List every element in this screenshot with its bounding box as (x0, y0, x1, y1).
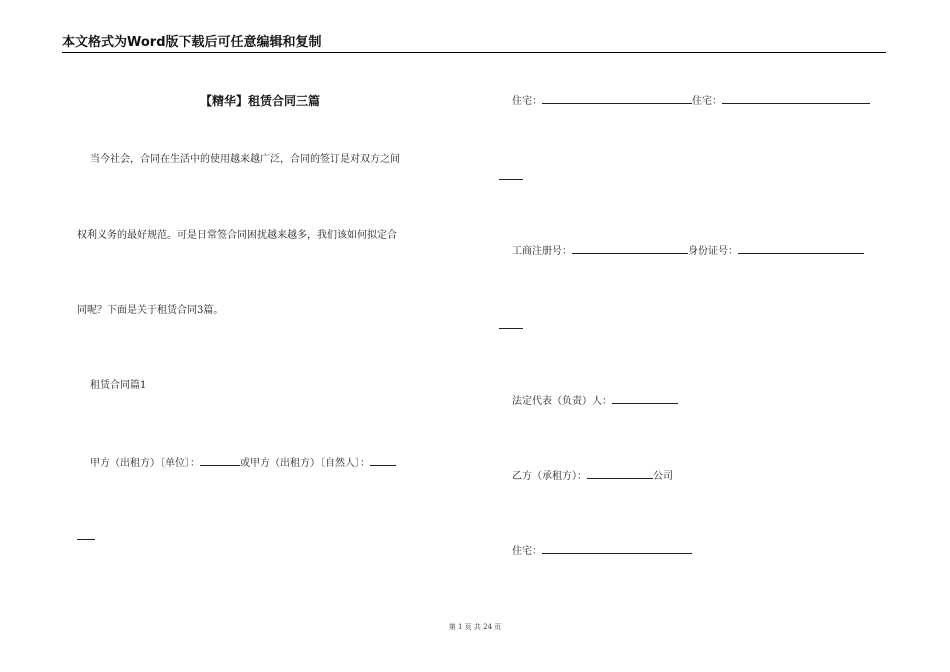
residence-line-1 (512, 92, 870, 109)
footer-page-prefix: 第 (448, 623, 456, 631)
residence-label-b: 住宅： (692, 96, 722, 107)
header-title: 本文格式为Word版下载后可任意编辑和复制 (62, 35, 322, 50)
party-a-alt-label: 或甲方（出租方）〔自然人〕： (240, 458, 370, 469)
page-header (62, 34, 886, 53)
residence-line-2 (512, 542, 692, 559)
page-footer (0, 622, 950, 632)
party-a-continuation (77, 528, 95, 545)
residence-continuation-blank (499, 168, 523, 180)
party-a-label: 甲方（出租方）〔单位〕： (90, 458, 200, 469)
residence-blank-a (542, 92, 692, 104)
intro-line-3: 同呢？下面是关于租赁合同3篇。 (77, 305, 224, 316)
section-heading: 租赁合同篇1 (90, 380, 147, 391)
footer-page-total: 24 (483, 623, 493, 631)
party-b-label: 乙方（承租方）： (512, 471, 587, 482)
id-number-label: 身份证号： (688, 246, 738, 257)
legal-rep-blank (612, 392, 678, 404)
residence-continuation (499, 168, 523, 185)
party-a-unit-blank (200, 454, 240, 466)
registration-line (512, 242, 864, 259)
residence-label-c: 住宅： (512, 546, 542, 557)
registration-continuation-blank (499, 317, 523, 329)
footer-page-middle: 页 共 (464, 623, 481, 631)
registration-continuation (499, 317, 523, 334)
id-number-blank (738, 242, 864, 254)
party-a-continuation-blank (77, 528, 95, 540)
party-b-line (512, 467, 673, 484)
legal-rep-line (512, 392, 678, 409)
intro-line-2: 权利义务的最好规范。可是日常签合同困扰越来越多，我们该如何拟定合 (77, 230, 397, 241)
intro-line-1: 当今社会，合同在生活中的使用越来越广泛，合同的签订是对双方之间 (90, 154, 400, 165)
document-title: 【精华】租赁合同三篇 (200, 94, 321, 108)
residence-blank-b (722, 92, 870, 104)
residence-label-a: 住宅： (512, 96, 542, 107)
party-b-blank (587, 467, 653, 479)
business-reg-label: 工商注册号： (512, 246, 572, 257)
party-a-person-blank (370, 454, 396, 466)
business-reg-blank (572, 242, 688, 254)
legal-rep-label: 法定代表（负责）人： (512, 396, 612, 407)
residence-blank-c (542, 542, 692, 554)
footer-page-suffix: 页 (494, 623, 502, 631)
party-a-line (90, 454, 396, 471)
footer-page-number: 1 (457, 623, 463, 631)
party-b-suffix: 公司 (653, 471, 673, 482)
